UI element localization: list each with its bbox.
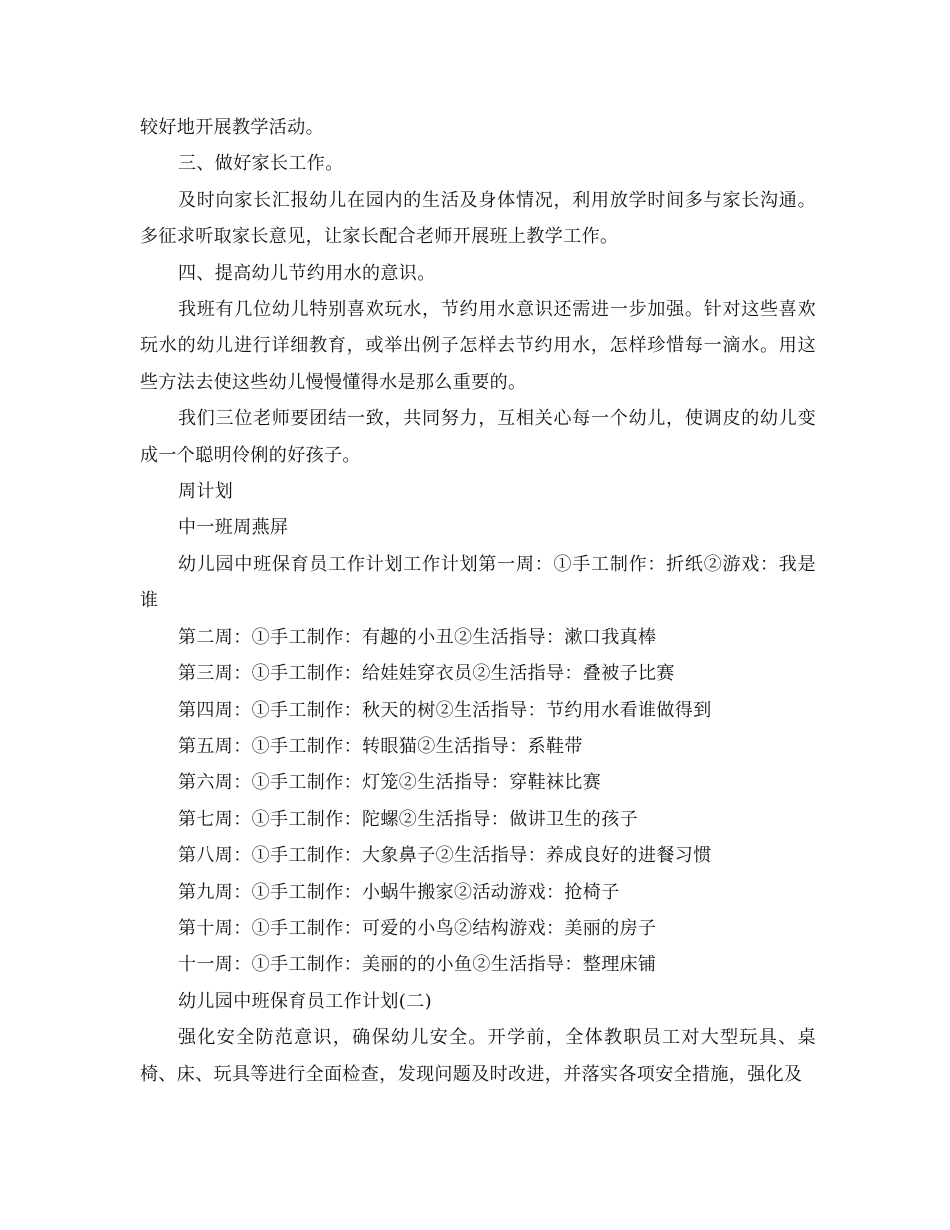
class-author-line: 中一班周燕屏 [178,517,289,539]
week-1-item: 幼儿园中班保育员工作计划工作计划第一周：①手工制作：折纸②游戏：我是谁 [140,553,816,612]
paragraph-teachers: 我们三位老师要团结一致，共同努力，互相关心每一个幼儿，使调皮的幼儿变成一个聪明伶俐的好孩子。 [140,408,816,466]
heading-parent-work: 三、做好家长工作。 [178,153,344,175]
week-9-item: 第九周：①手工制作：小蜗牛搬家②活动游戏：抢椅子 [178,881,620,903]
heading-plan-two: 幼儿园中班保育员工作计划(二) [178,990,433,1012]
paragraph-water-saving: 我班有几位幼儿特别喜欢玩水，节约用水意识还需进一步加强。针对这些喜欢玩水的幼儿进行详细教育，或举出例子怎样去节约用水，怎样珍惜每一滴水。用这些方法去使这些幼儿慢慢懂得水是那么重要的。 [140,299,816,393]
week-5-item: 第五周：①手工制作：转眼猫②生活指导：系鞋带 [178,735,583,757]
paragraph-safety: 强化安全防范意识，确保幼儿安全。开学前，全体教职员工对大型玩具、桌椅、床、玩具等进行全面检查，发现问题及时改进，并落实各项安全措施，强化及 [140,1027,816,1085]
paragraph-continuation: 较好地开展教学活动。 [140,117,324,138]
week-2-item: 第二周：①手工制作：有趣的小丑②生活指导：漱口我真棒 [178,626,657,648]
week-11-item: 十一周：①手工制作：美丽的的小鱼②生活指导：整理床铺 [178,954,657,976]
week-10-item: 第十周：①手工制作：可爱的小鸟②结构游戏：美丽的房子 [178,917,657,939]
week-8-item: 第八周：①手工制作：大象鼻子②生活指导：养成良好的进餐习惯 [178,845,712,867]
document-page [140,110,816,1093]
heading-weekly-plan: 周计划 [178,481,234,503]
week-4-item: 第四周：①手工制作：秋天的树②生活指导：节约用水看谁做得到 [178,699,712,721]
week-3-item: 第三周：①手工制作：给娃娃穿衣员②生活指导：叠被子比赛 [178,663,675,685]
paragraph-parent-work: 及时向家长汇报幼儿在园内的生活及身体情况，利用放学时间多与家长沟通。多征求听取家长意见，让家长配合老师开展班上教学工作。 [140,189,816,248]
week-7-item: 第七周：①手工制作：陀螺②生活指导：做讲卫生的孩子 [178,808,638,830]
week-6-item: 第六周：①手工制作：灯笼②生活指导：穿鞋袜比赛 [178,772,602,794]
heading-water-saving: 四、提高幼儿节约用水的意识。 [178,262,436,284]
